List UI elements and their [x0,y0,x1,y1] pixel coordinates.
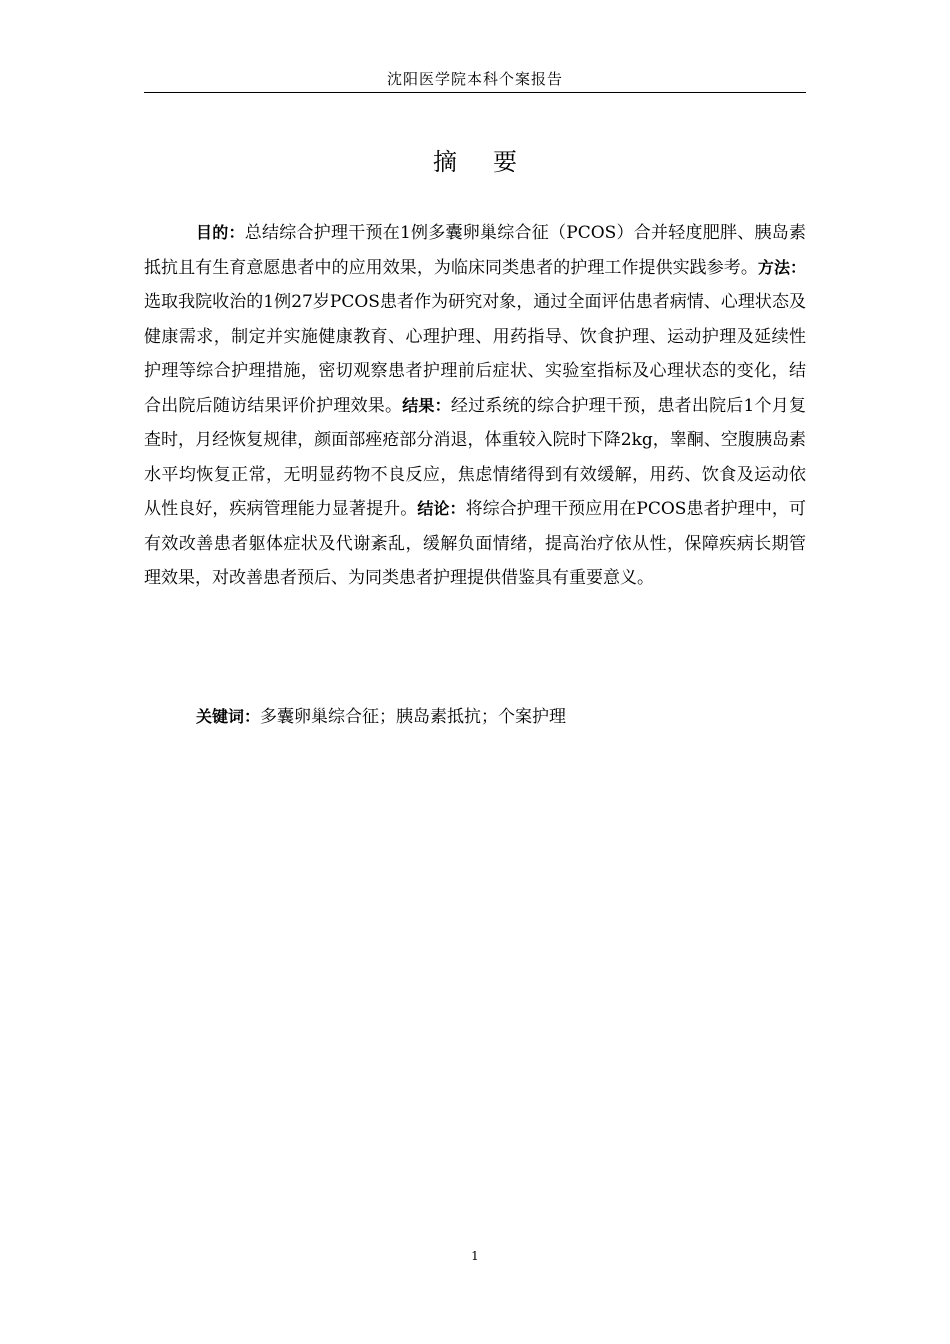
method-label: 方法： [757,257,806,277]
keywords-text: 多囊卵巢综合征；胰岛素抵抗；个案护理 [260,707,567,727]
keywords-line [144,700,806,735]
page-number: 1 [471,1249,479,1263]
page-header [144,66,806,93]
objective-label: 目的： [196,223,245,242]
keywords-label: 关键词： [196,707,261,726]
header-title: 沈阳医学院本科个案报告 [386,70,563,88]
result-text: 经过系统的综合护理干预，患者出院后1个月复查时，月经恢复规律，颜面部痤疮部分消退，体重较入院时下降2kg，睾酮、空腹胰岛素水平均恢复正常，无明显药物不良反应，焦虑情绪得到有效缓解，用药、饮食及运动依从性良好，疾病管理能力显著提升。 [144,395,806,519]
abstract-body [144,216,806,596]
abstract-title-char-1: 摘 [433,148,457,176]
method-text: 选取我院收治的1例27岁PCOS患者作为研究对象，通过全面评估患者病情、心理状态及健康需求，制定并实施健康教育、心理护理、用药指导、饮食护理、运动护理及延续性护理等综合护理措施，密切观察患者护理前后症状、实验室指标及心理状态的变化，结合出院后随访结果评价护理效果。 [144,292,806,416]
conclusion-label: 结论： [417,499,466,518]
abstract-title [144,142,806,182]
conclusion-text: 将综合护理干预应用在PCOS患者护理中，可有效改善患者躯体症状及代谢紊乱，缓解负面情绪，提高治疗依从性，保障疾病长期管理效果，对改善患者预后、为同类患者护理提供借鉴具有重要意义。 [144,499,806,588]
objective-text: 总结综合护理干预在1例多囊卵巢综合征（PCOS）合并轻度肥胖、胰岛素抵抗且有生育意愿患者中的应用效果，为临床同类患者的护理工作提供实践参考。 [144,223,806,278]
abstract-title-char-2: 要 [493,148,517,176]
result-label: 结果： [402,395,451,415]
